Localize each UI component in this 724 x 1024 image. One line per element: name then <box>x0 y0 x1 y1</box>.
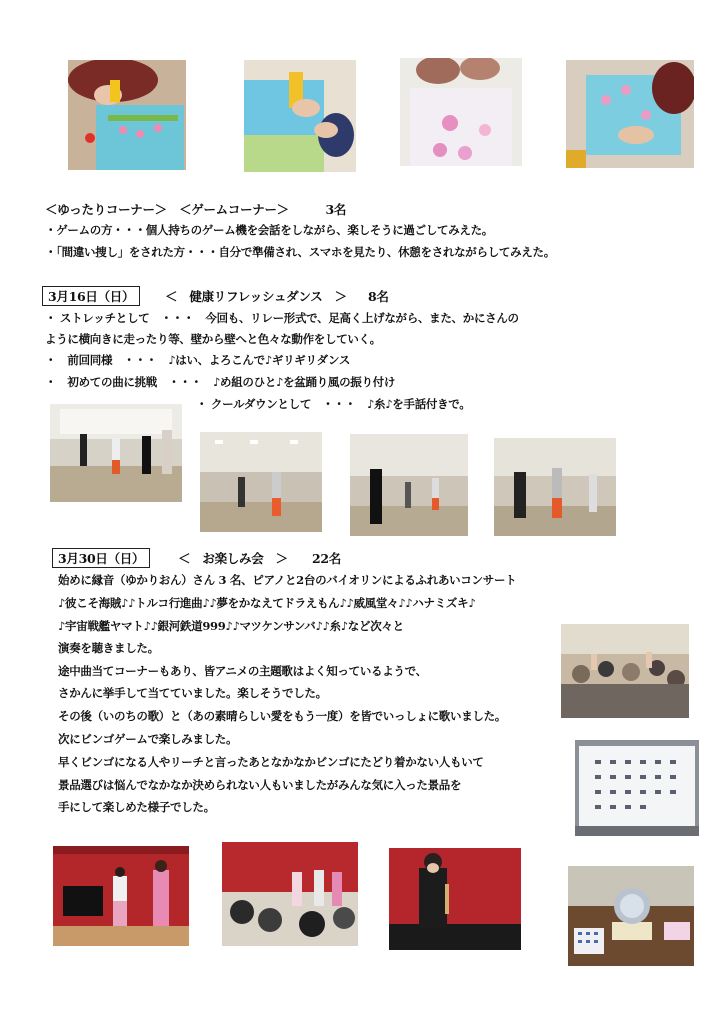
section3-line: 演奏を聴きました。 <box>58 641 159 655</box>
section2-title: ＜ 健康リフレッシュダンス ＞ <box>165 289 347 304</box>
section2-count: 8名 <box>368 289 389 304</box>
bingo-prize-photo <box>568 866 694 966</box>
section2-line: ・ 前回同様 ・・・ ♪はい、よろこんで♪ギリギリダンス <box>45 353 351 367</box>
section3-date: 3月30日（日） <box>52 548 150 568</box>
dance-photo-2 <box>200 432 322 532</box>
bingo-board-photo <box>575 740 699 836</box>
section3-title: ＜ お楽しみ会 ＞ <box>178 551 288 566</box>
audience-photo <box>561 624 689 718</box>
section3-line: 始めに縁音（ゆかりおん）さん 3 名、ピアノと2台のバイオリンによるふれあいコンサート <box>58 573 517 587</box>
section3-line: ♪彼こそ海賊♪♪トルコ行進曲♪♪夢をかなえてドラえもん♪♪威風堂々♪♪ハナミズキ♪ <box>58 596 476 610</box>
section1-line: ・「間違い捜し」をされた方・・・自分で準備され、スマホを見たり、休憩をされながらしてみえた。 <box>45 245 555 259</box>
craft-photo-1 <box>68 60 186 170</box>
section3-count: 22名 <box>312 551 341 566</box>
craft-photo-4 <box>566 60 694 168</box>
section2-line: ・ クールダウンとして ・・・ ♪糸♪を手話付きで。 <box>196 397 471 411</box>
section2-line: ように横向きに走ったり等、壁から壁へと色々な動作をしていく。 <box>45 332 381 346</box>
section3-line: 早くビンゴになる人やリーチと言ったあとなかなかビンゴにたどり着かない人もいて <box>58 755 484 769</box>
craft-photo-3 <box>400 58 522 166</box>
dance-photo-1 <box>50 404 182 502</box>
section2-line: ・ 初めての曲に挑戦 ・・・ ♪め組のひと♪を盆踊り風の振り付け <box>45 375 396 389</box>
section2-line: ・ ストレッチとして ・・・ 今回も、リレー形式で、足高く上げながら、また、かにさんの <box>45 311 519 325</box>
section3-line: 次にビンゴゲームで楽しみました。 <box>58 732 238 746</box>
section3-line: 手にして楽しめた様子でした。 <box>58 800 215 814</box>
section3-line: その後（いのちの歌）と（あの素晴らしい愛をもう一度）を皆でいっしょに歌いました。 <box>58 709 506 723</box>
section2-date: 3月16日（日） <box>42 286 140 306</box>
section3-line: 景品選びは悩んでなかなか決められない人もいましたがみんな気に入った景品を <box>58 778 462 792</box>
craft-photo-2 <box>244 60 356 172</box>
concert-photo-2 <box>222 842 358 946</box>
section1-line: ・ゲームの方・・・個人持ちのゲーム機を会話をしながら、楽しそうに過ごしてみえた。 <box>45 223 493 237</box>
section3-line: ♪宇宙戦艦ヤマト♪♪銀河鉄道999♪♪マツケンサンバ♪♪糸♪など次々と <box>58 619 404 633</box>
section3-line: さかんに挙手して当てていました。楽しそうでした。 <box>58 686 327 700</box>
section3-line: 途中曲当てコーナーもあり、皆アニメの主題歌はよく知っているようで、 <box>58 664 427 678</box>
concert-photo-3 <box>389 848 521 950</box>
section1-heading: ＜ゆったりコーナー＞ ＜ゲームコーナー＞ 3名 <box>45 202 347 217</box>
concert-photo-1 <box>53 846 189 946</box>
dance-photo-3 <box>350 434 468 536</box>
dance-photo-4 <box>494 438 616 536</box>
